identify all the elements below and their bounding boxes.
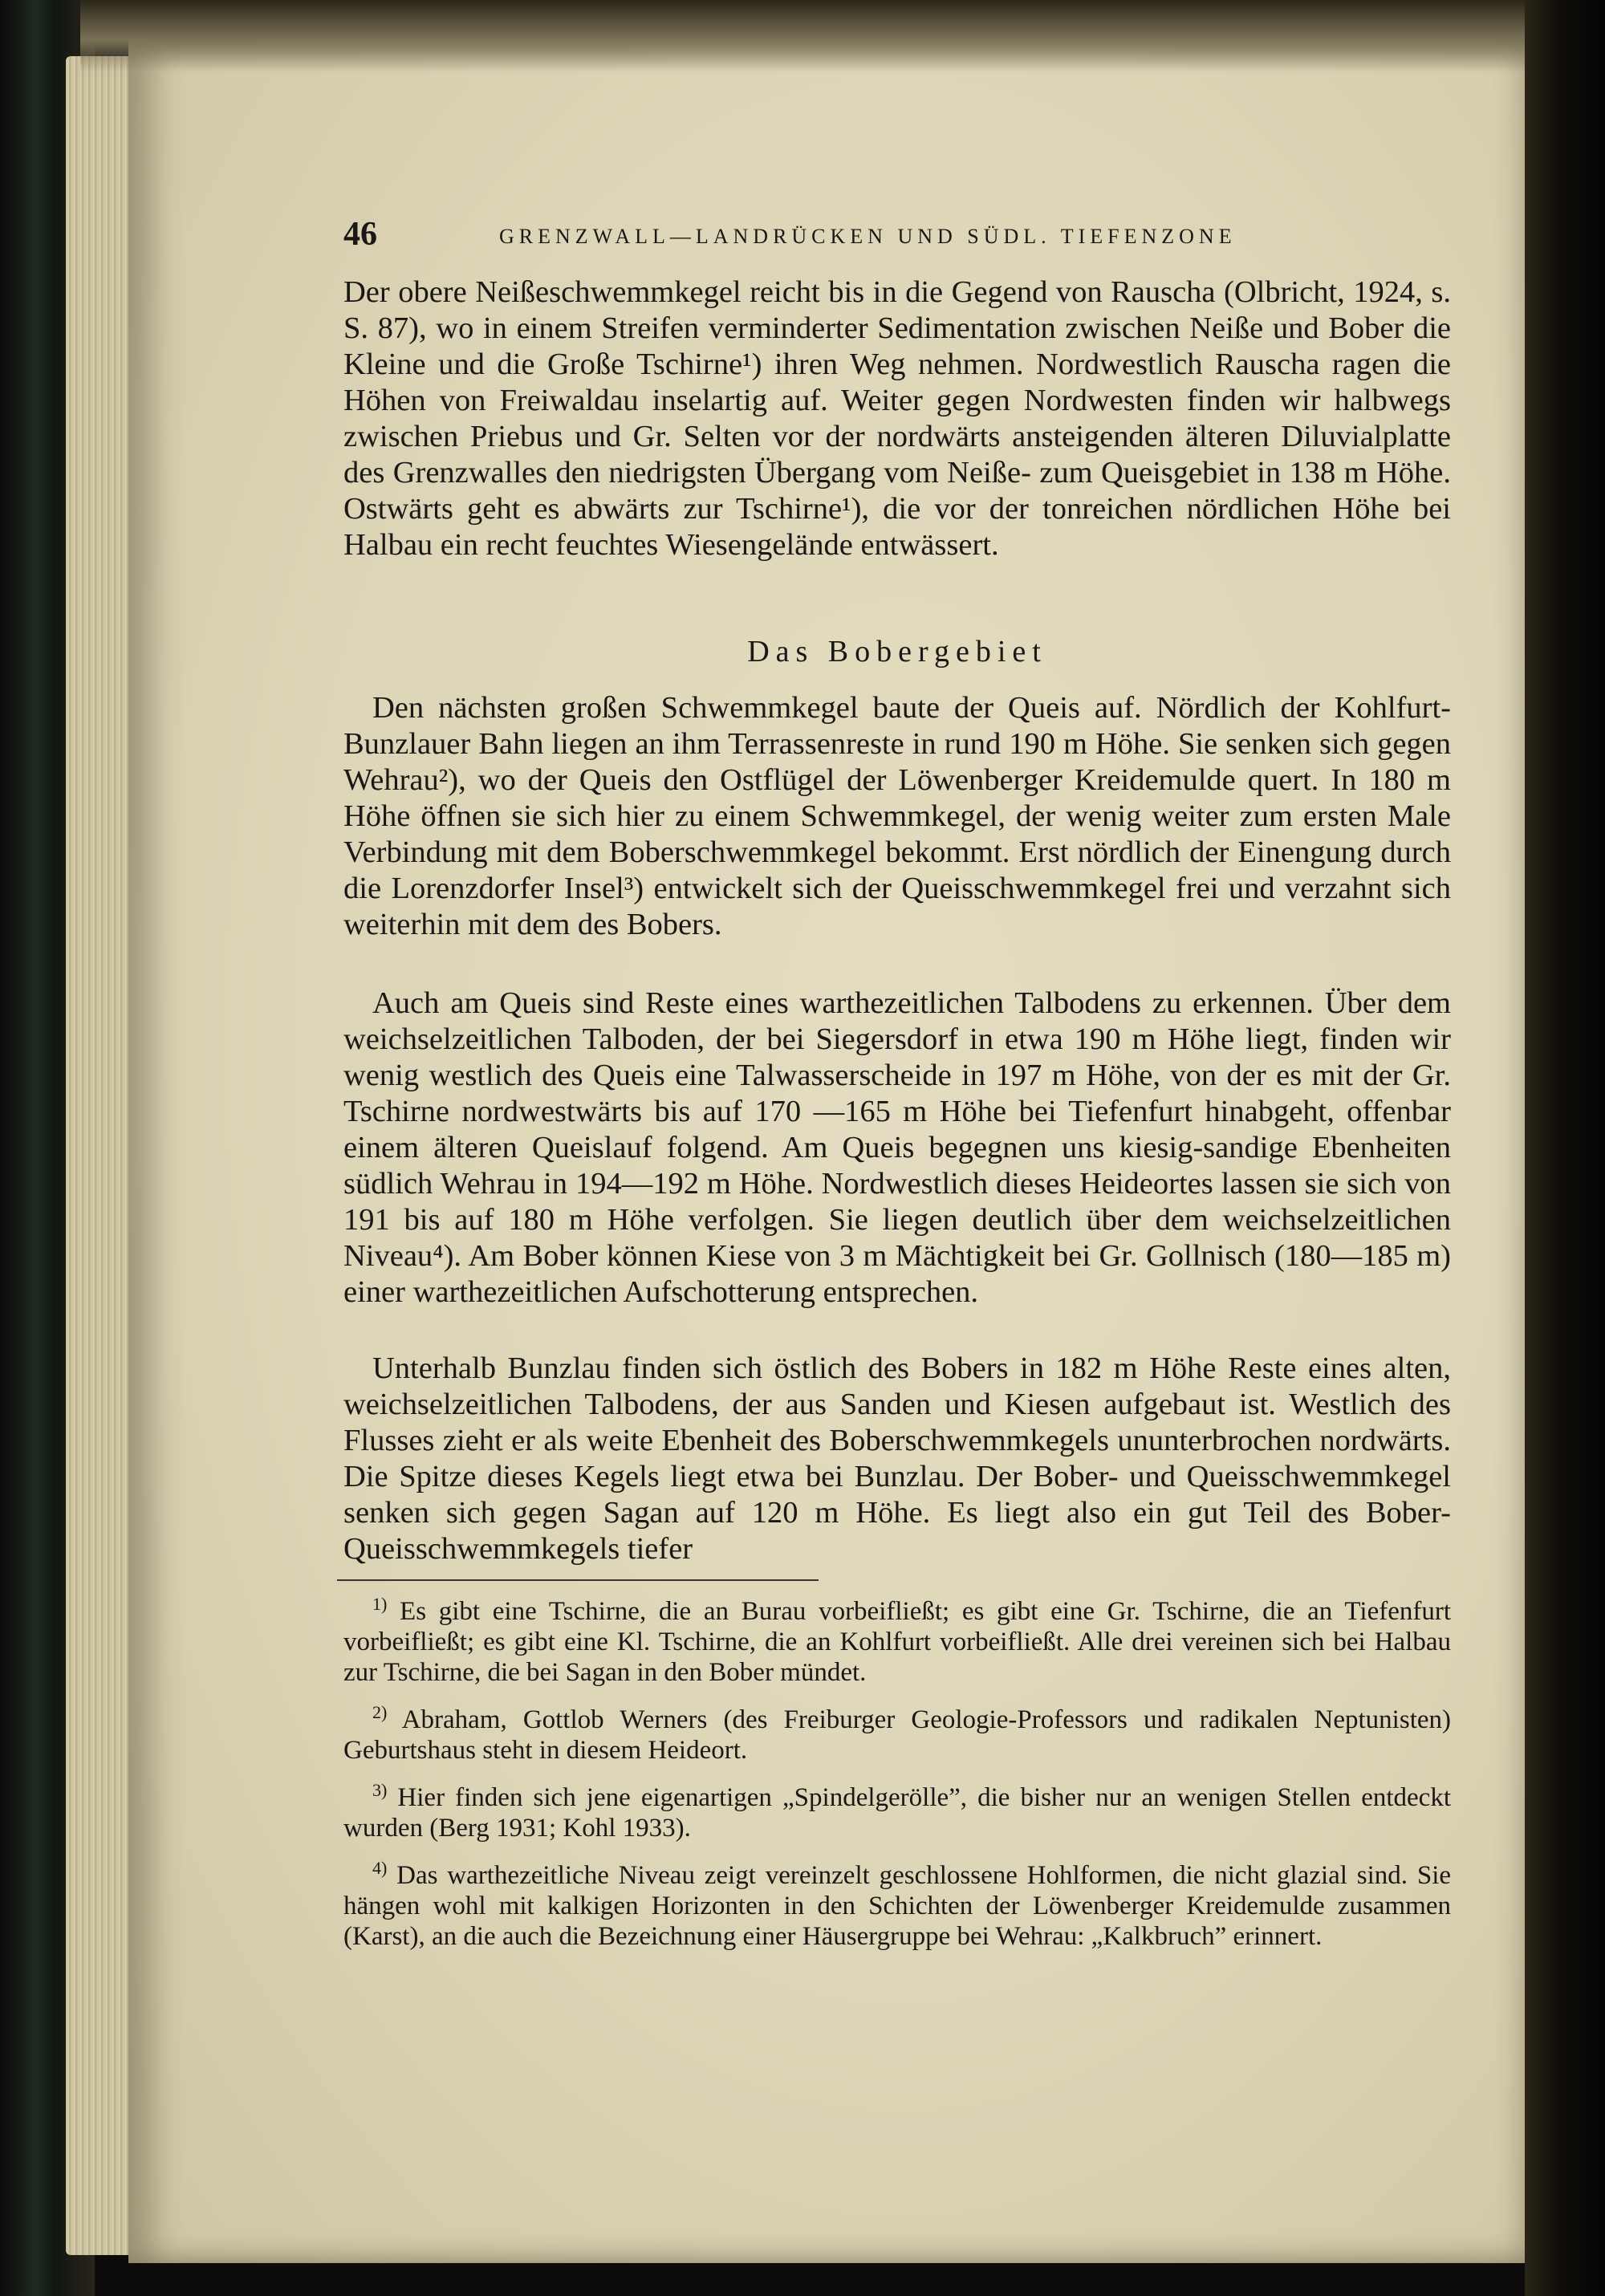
footnotes [343, 1589, 1451, 1961]
footnote-mark: 1) [372, 1594, 388, 1614]
footnote-1 [343, 1589, 1451, 1688]
footnote-text: Abraham, Gottlob Werners (des Freiburger Geologie-Professors und radikalen Neptunisten) Geburtshaus steht in diesem Heideort. [343, 1705, 1452, 1765]
footnote-mark: 3) [372, 1780, 388, 1800]
paragraph-2: Den nächsten großen Schwemmkegel baute der Queis auf. Nördlich der Kohlfurt-Bunzlauer Bahn liegen an ihm Terrassenreste in rund 190 m Höhe. Sie senken sich gegen Wehrau²), wo der Queis den Ostflügel der Löwenberger Kreidemulde quert. In 180 m Höhe öffnen sie sich hier zu einem Schwemmkegel, der wenig weiter zum ersten Male Verbindung mit dem Boberschwemmkegel bekommt. Erst nördlich der Einengung durch die Lorenzdorfer Insel³) entwickelt sich der Queisschwemmkegel frei und verzahnt sich weiterhin mit dem des Bobers. [343, 691, 1451, 941]
page-header [343, 215, 1451, 255]
footnote-mark: 4) [372, 1858, 388, 1878]
paragraph-4: Unterhalb Bunzlau finden sich östlich des Bobers in 182 m Höhe Reste eines alten, weichselzeitlichen Talbodens, der aus Sanden und Kiesen aufgebaut ist. Westlich des Flusses zieht er als weite Ebenheit des Boberschwemmkegels ununterbrochen nordwärts. Die Spitze dieses Kegels liegt etwa bei Bunzlau. Der Bober- und Queisschwemmkegel senken sich gegen Sagan auf 120 m Höhe. Es liegt also ein gut Teil des Bober-Queisschwemmkegels tiefer [343, 1351, 1451, 1566]
paragraph-1: Der obere Neißeschwemmkegel reicht bis in die Gegend von Rauscha (Olbricht, 1924, s. S. 87), wo in einem Streifen verminderter Sedimentation zwischen Neiße und Bober die Kleine und die Große Tschirne¹) ihren Weg nehmen. Nordwestlich Rauscha ragen die Höhen von Freiwaldau inselartig auf. Weiter gegen Nordwesten finden wir halbwegs zwischen Priebus und Gr. Selten vor der nordwärts ansteigenden älteren Diluvialplatte des Grenzwalles den niedrigsten Übergang vom Neiße- zum Queisgebiet in 138 m Höhe. Ostwärts geht es abwärts zur Tschirne¹), die vor der tonreichen nördlichen Höhe bei Halbau ein recht feuchtes Wiesengelände entwässert. [343, 275, 1451, 562]
footnote-text: Hier finden sich jene eigenartigen „Spindelgerölle”, die bisher nur an wenigen Stellen entdeckt wurden (Berg 1931; Kohl 1933). [343, 1783, 1451, 1843]
footnote-rule [337, 1579, 819, 1581]
section-heading: Das Bobergebiet [747, 635, 1047, 668]
running-head: GRENZWALL—LANDRÜCKEN UND SÜDL. TIEFENZONE [499, 225, 1237, 248]
footnote-4 [343, 1853, 1451, 1952]
footnote-text: Es gibt eine Tschirne, die an Burau vorbeifließt; es gibt eine Gr. Tschirne, die an Tiefenfurt vorbeifließt; es gibt eine Kl. Tschirne, die an Kohlfurt vorbeifließt. Alle drei vereinen sich bei Halbau zur Tschirne, die bei Sagan in den Bober mündet. [343, 1597, 1451, 1687]
footnote-text: Das warthezeitliche Niveau zeigt vereinzelt geschlossene Hohlformen, die nicht glazial sind. Sie hängen wohl mit kalkigen Horizonten in den Schichten der Löwenberger Kreidemulde zusammen (Karst), an die auch die Bezeichnung einer Häusergruppe bei Wehrau: „Kalkbruch” erinnert. [343, 1861, 1452, 1951]
right-page-edge [1525, 0, 1605, 2296]
footnote-mark: 2) [372, 1702, 388, 1722]
footnote-3 [343, 1775, 1451, 1843]
paragraph-3: Auch am Queis sind Reste eines warthezeitlichen Talbodens zu erkennen. Über dem weichselzeitlichen Talboden, der bei Siegersdorf in etwa 190 m Höhe liegt, finden wir wenig westlich des Queis eine Talwasserscheide in 197 m Höhe, von der es mit der Gr. Tschirne nordwestwärts bis auf 170 —165 m Höhe bei Tiefenfurt hinabgeht, offenbar einem älteren Queislauf folgend. Am Queis begegnen uns kiesig-sandige Ebenheiten südlich Wehrau in 194—192 m Höhe. Nordwestlich dieses Heideortes lassen sie sich von 191 bis auf 180 m Höhe verfolgen. Sie liegen deutlich über dem weichselzeitlichen Niveau⁴). Am Bober können Kiese von 3 m Mächtigkeit bei Gr. Gollnisch (180—185 m) einer warthezeitlichen Aufschotterung entsprechen. [343, 986, 1451, 1309]
top-shadow [80, 0, 1533, 72]
page-number: 46 [343, 216, 377, 253]
footnote-2 [343, 1697, 1451, 1766]
